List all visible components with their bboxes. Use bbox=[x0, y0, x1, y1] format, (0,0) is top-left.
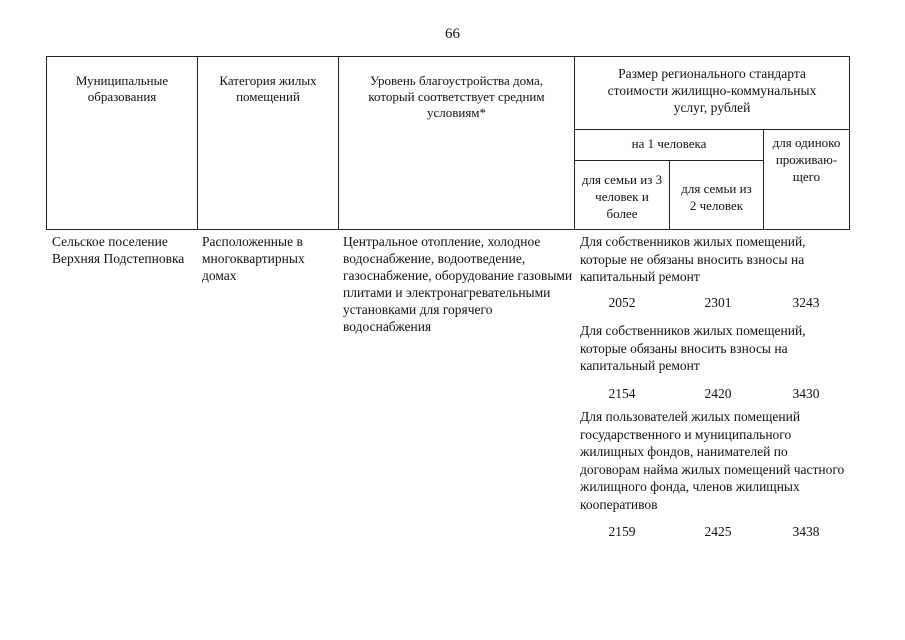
group-1-family3-value: 2052 bbox=[608, 295, 636, 310]
cell-municipality: Сельское поселение Верхняя Подстепновка bbox=[52, 234, 185, 266]
group-1-family2-value: 2301 bbox=[704, 295, 732, 310]
group-3-family3-value: 2159 bbox=[608, 524, 636, 539]
header-per-person-text: на 1 человека bbox=[631, 136, 707, 151]
header-single-text: для одиноко проживаю-щего bbox=[772, 135, 841, 184]
header-single bbox=[763, 129, 850, 230]
header-standard-text: Размер регионального стандарта стоимости жилищно-коммунальных услуг, рублей bbox=[607, 66, 817, 115]
cell-improvement: Центральное отопление, холодное водоснабжение, водоотведение, газоснабжение, оборудование газовыми плитами и электронагревательными установками для горячего водоснабжения bbox=[343, 234, 573, 334]
group-3-description: Для пользователей жилых помещений государственного и муниципального жилищных фондов, нанимателей по договорам найма жилых помещений частного жилищного фонда, членов жилищных кооперативов bbox=[580, 409, 845, 512]
header-per-person bbox=[574, 129, 764, 161]
header-family2 bbox=[669, 160, 764, 230]
group-1-description: Для собственников жилых помещений, которые не обязаны вносить взносы на капитальный ремонт bbox=[580, 234, 806, 284]
header-municipality-text: Муниципальные образования bbox=[75, 73, 169, 104]
group-1-single-value: 3243 bbox=[792, 295, 820, 310]
header-category bbox=[197, 56, 339, 230]
header-standard bbox=[574, 56, 850, 130]
group-2-single-value: 3430 bbox=[792, 386, 820, 401]
cell-category: Расположенные в многоквартирных домах bbox=[202, 234, 305, 283]
header-improvement-text: Уровень благоустройства дома, который соответствует средним условиям* bbox=[368, 73, 545, 120]
group-3-family2-value: 2425 bbox=[704, 524, 732, 539]
header-family3-text: для семьи из 3 человек и более bbox=[581, 172, 663, 221]
header-improvement bbox=[338, 56, 575, 230]
page-number: 66 bbox=[445, 26, 460, 42]
header-municipality bbox=[46, 56, 198, 230]
header-family3 bbox=[574, 160, 670, 230]
group-2-family2-value: 2420 bbox=[704, 386, 732, 401]
header-category-text: Категория жилых помещений bbox=[219, 73, 317, 104]
group-3-single-value: 3438 bbox=[792, 524, 820, 539]
group-2-family3-value: 2154 bbox=[608, 386, 636, 401]
header-family2-text: для семьи из 2 человек bbox=[681, 181, 752, 213]
group-2-description: Для собственников жилых помещений, которые обязаны вносить взносы на капитальный ремонт bbox=[580, 323, 806, 373]
